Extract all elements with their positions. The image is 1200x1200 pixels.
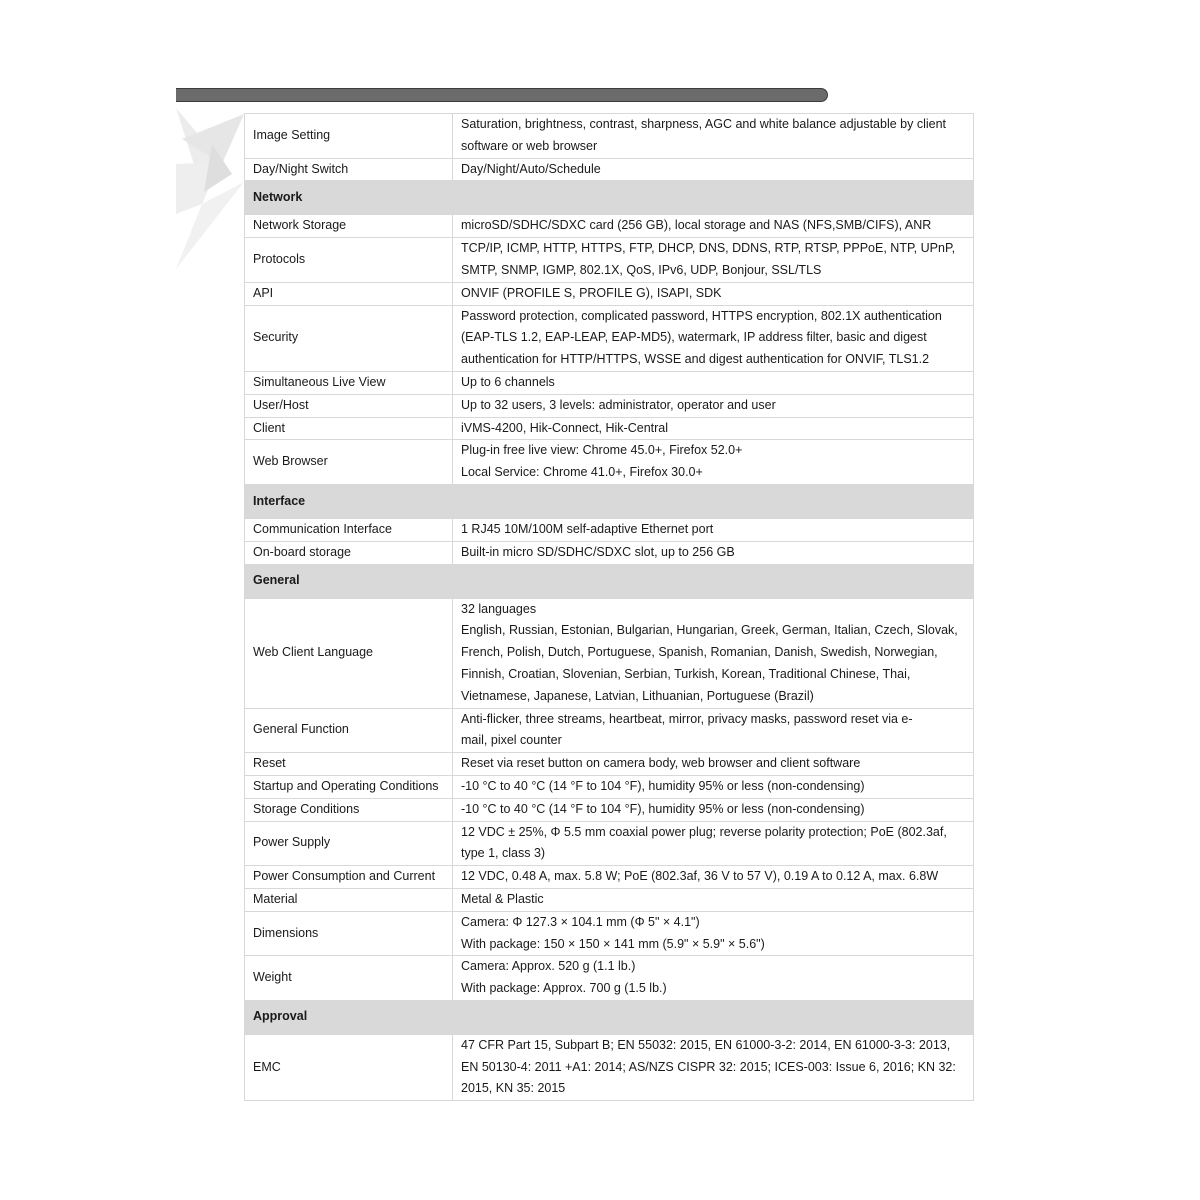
spec-value-line: Anti-flicker, three streams, heartbeat, mirror, privacy masks, password reset via e- (461, 711, 913, 726)
section-title: General (245, 564, 974, 598)
spec-value-line: 1 RJ45 10M/100M self-adaptive Ethernet port (461, 521, 714, 536)
spec-value-line: software or web browser (461, 138, 598, 153)
spec-label: Dimensions (245, 911, 453, 956)
spec-label: User/Host (245, 394, 453, 417)
spec-value-line: Local Service: Chrome 41.0+, Firefox 30.0+ (461, 465, 703, 480)
spec-value-line: Camera: Φ 127.3 × 104.1 mm (Φ 5" × 4.1") (461, 914, 700, 929)
spec-label: EMC (245, 1034, 453, 1100)
spec-row (245, 238, 974, 283)
spec-row (245, 798, 974, 821)
spec-label: Simultaneous Live View (245, 371, 453, 394)
spec-label: Weight (245, 956, 453, 1001)
spec-row (245, 956, 974, 1001)
spec-value-line: Up to 32 users, 3 levels: administrator, operator and user (461, 397, 776, 412)
spec-value-line: mail, pixel counter (461, 733, 562, 748)
spec-value-line: iVMS-4200, Hik-Connect, Hik-Central (461, 420, 669, 435)
spec-value (453, 305, 974, 371)
spec-label: Image Setting (245, 114, 453, 159)
spec-value-line: 47 CFR Part 15, Subpart B; EN 55032: 2015, EN 61000-3-2: 2014, EN 61000-3-3: 2013, (461, 1037, 951, 1052)
spec-row (245, 394, 974, 417)
spec-row (245, 440, 974, 485)
spec-value-line: French, Polish, Dutch, Portuguese, Spanish, Romanian, Danish, Swedish, Norwegian, (461, 645, 938, 660)
spec-value-line: Vietnamese, Japanese, Latvian, Lithuanian, Portuguese (Brazil) (461, 688, 814, 703)
spec-row (245, 753, 974, 776)
spec-value (453, 708, 974, 753)
section-title: Interface (245, 484, 974, 518)
spec-row (245, 911, 974, 956)
spec-row (245, 417, 974, 440)
spec-value-line: 2015, KN 35: 2015 (461, 1081, 566, 1096)
spec-label: Day/Night Switch (245, 158, 453, 181)
spec-row (245, 1034, 974, 1100)
section-header (245, 1000, 974, 1034)
spec-row (245, 305, 974, 371)
spec-row (245, 541, 974, 564)
spec-value-line: Finnish, Croatian, Slovenian, Serbian, Turkish, Korean, Traditional Chinese, Thai, (461, 666, 911, 681)
spec-label: Protocols (245, 238, 453, 283)
section-header (245, 564, 974, 598)
spec-value (453, 440, 974, 485)
spec-value-line: Reset via reset button on camera body, web browser and client software (461, 756, 861, 771)
spec-row (245, 371, 974, 394)
spec-value (453, 956, 974, 1001)
spec-label: Material (245, 888, 453, 911)
spec-value-line: Camera: Approx. 520 g (1.1 lb.) (461, 959, 636, 974)
spec-label: Security (245, 305, 453, 371)
spec-value-line: Metal & Plastic (461, 891, 544, 906)
spec-label: Power Supply (245, 821, 453, 866)
spec-value-line: Day/Night/Auto/Schedule (461, 161, 601, 176)
spec-value-line: English, Russian, Estonian, Bulgarian, Hungarian, Greek, German, Italian, Czech, Slovak, (461, 623, 958, 638)
spec-value-line: type 1, class 3) (461, 846, 546, 861)
spec-value-line: 32 languages (461, 601, 537, 616)
spec-value-line: ONVIF (PROFILE S, PROFILE G), ISAPI, SDK (461, 285, 722, 300)
spec-label: Client (245, 417, 453, 440)
section-title: Network (245, 181, 974, 215)
spec-label: API (245, 282, 453, 305)
spec-row (245, 821, 974, 866)
header-bar (176, 88, 828, 102)
spec-label: Reset (245, 753, 453, 776)
spec-value-line: With package: 150 × 150 × 141 mm (5.9" × 5.9" × 5.6") (461, 936, 765, 951)
spec-value-line: Saturation, brightness, contrast, sharpness, AGC and white balance adjustable by client (461, 117, 947, 131)
spec-value (453, 417, 974, 440)
section-header (245, 484, 974, 518)
spec-value-line: 12 VDC, 0.48 A, max. 5.8 W; PoE (802.3af, 36 V to 57 V), 0.19 A to 0.12 A, max. 6.8W (461, 869, 939, 884)
spec-row (245, 518, 974, 541)
spec-value-line: Password protection, complicated password, HTTPS encryption, 802.1X authentication (461, 308, 942, 323)
spec-value (453, 911, 974, 956)
spec-value (453, 775, 974, 798)
spec-row (245, 708, 974, 753)
spec-value (453, 598, 974, 708)
spec-label: Power Consumption and Current (245, 866, 453, 889)
spec-label: Communication Interface (245, 518, 453, 541)
spec-value (453, 114, 974, 159)
spec-value-line: 12 VDC ± 25%, Φ 5.5 mm coaxial power plug; reverse polarity protection; PoE (802.3af, (461, 824, 947, 839)
spec-value-line: SMTP, SNMP, IGMP, 802.1X, QoS, IPv6, UDP, Bonjour, SSL/TLS (461, 262, 822, 277)
spec-value-line: With package: Approx. 700 g (1.5 lb.) (461, 981, 667, 996)
spec-row (245, 866, 974, 889)
spec-value-line: authentication for HTTP/HTTPS, WSSE and digest authentication for ONVIF, TLS1.2 (461, 352, 930, 367)
spec-row (245, 158, 974, 181)
spec-label: On-board storage (245, 541, 453, 564)
spec-value (453, 394, 974, 417)
spec-value (453, 888, 974, 911)
spec-value (453, 541, 974, 564)
spec-row (245, 598, 974, 708)
spec-label: Web Browser (245, 440, 453, 485)
spec-table (244, 113, 974, 1101)
spec-value-line: (EAP-TLS 1.2, EAP-LEAP, EAP-MD5), watermark, IP address filter, basic and digest (461, 330, 927, 345)
spec-value-line: EN 50130-4: 2011 +A1: 2014; AS/NZS CISPR 32: 2015; ICES-003: Issue 6, 2016; KN 32: (461, 1059, 956, 1074)
spec-row (245, 775, 974, 798)
spec-value-line: microSD/SDHC/SDXC card (256 GB), local storage and NAS (NFS,SMB/CIFS), ANR (461, 218, 932, 233)
spec-value-line: -10 °C to 40 °C (14 °F to 104 °F), humidity 95% or less (non-condensing) (461, 801, 865, 816)
spec-label: Storage Conditions (245, 798, 453, 821)
spec-value (453, 518, 974, 541)
spec-value (453, 215, 974, 238)
spec-value (453, 158, 974, 181)
spec-value (453, 238, 974, 283)
spec-value-line: Up to 6 channels (461, 374, 555, 389)
spec-row (245, 888, 974, 911)
spec-value-line: Built-in micro SD/SDHC/SDXC slot, up to 256 GB (461, 544, 735, 559)
spec-row (245, 114, 974, 159)
spec-label: Web Client Language (245, 598, 453, 708)
spec-value (453, 866, 974, 889)
spec-value (453, 282, 974, 305)
spec-value-line: TCP/IP, ICMP, HTTP, HTTPS, FTP, DHCP, DNS, DDNS, RTP, RTSP, PPPoE, NTP, UPnP, (461, 241, 956, 256)
spec-label: Startup and Operating Conditions (245, 775, 453, 798)
spec-value-line: Plug-in free live view: Chrome 45.0+, Firefox 52.0+ (461, 443, 743, 458)
section-title: Approval (245, 1000, 974, 1034)
spec-value (453, 371, 974, 394)
spec-row (245, 282, 974, 305)
spec-value (453, 753, 974, 776)
spec-value (453, 798, 974, 821)
spec-value (453, 1034, 974, 1100)
section-header (245, 181, 974, 215)
spec-row (245, 215, 974, 238)
logo-watermark-icon (172, 104, 252, 274)
spec-label: General Function (245, 708, 453, 753)
spec-value-line: -10 °C to 40 °C (14 °F to 104 °F), humidity 95% or less (non-condensing) (461, 778, 865, 793)
spec-label: Network Storage (245, 215, 453, 238)
spec-value (453, 821, 974, 866)
